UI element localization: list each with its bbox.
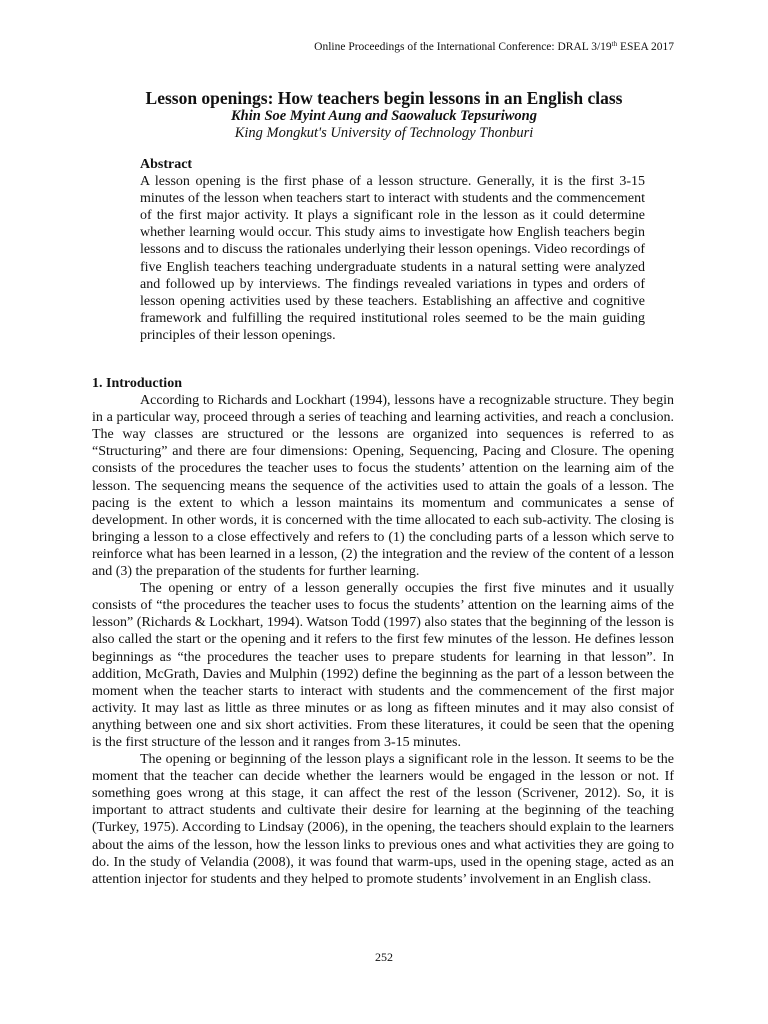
paper-affiliation: King Mongkut's University of Technology Thonburi xyxy=(234,125,534,141)
body-paragraph: According to Richards and Lockhart (1994), lessons have a recognizable structure. They begin in a particular way, proceed through a series of teaching and learning activities, and reach a conclusion. The way classes are structured or the lessons are organized into sequences is referred to as “Structuring” and there are four dimensions: Opening, Sequencing, Pacing and Closure. The opening consists of the procedures the teacher uses to focus the students’ attention on the learning aim of the lesson. The sequencing means the sequence of the activities used to attain the goals of a lesson. The pacing is the extent to which a lesson maintains its momentum and communicates a sense of development. In other words, it is concerned with the time allocated to each sub-activity. The closing is bringing a lesson to a close effectively and refers to (1) the concluding parts of a lesson which serve to reinforce what has been learned in a lesson, (2) the integration and the review of the content of a lesson and (3) the preparation of the students for further learning. xyxy=(92,393,674,580)
paper-authors: Khin Soe Myint Aung and Saowaluck Tepsuriwong xyxy=(231,108,537,124)
abstract-heading: Abstract xyxy=(140,157,193,172)
running-head xyxy=(314,40,674,54)
introduction-section xyxy=(92,375,674,888)
body-paragraph: The opening or beginning of the lesson plays a significant role in the lesson. It seems to be the moment that the teacher can decide whether the learners would be engaged in the lesson or not. If something goes wrong at this stage, it can affect the rest of the lesson (Scrivener, 2012). So, it is important to attract students and cultivate their desire for learning at the beginning of the teaching (Turkey, 1975). According to Lindsay (2006), in the opening, the teachers should explain to the learners about the aims of the lesson, how the lesson links to previous ones and what activities they are going to do. In the study of Velandia (2008), it was found that warm-ups, used in the opening stage, acted as an attention injector for students and they helped to promote students’ involvement in an English class. xyxy=(92,752,674,887)
body-paragraph: The opening or entry of a lesson generally occupies the first five minutes and it usually consists of “the procedures the teacher uses to focus the students’ attention on the learning aims of the lesson” (Richards & Lockhart, 1994). Watson Todd (1997) also states that the beginning of the lesson is also called the start or the opening and it refers to the first few minutes of the lesson. He defines lesson beginnings as “the procedures the teacher uses to prepare students for learning in that lesson”. In addition, McGrath, Davies and Mulphin (1992) define the beginning as the part of a lesson between the moment when the teacher starts to interact with students and the commencement of the first major activity. It may last as little as three minutes or as long as fifteen minutes and it may also consist of anything between one and six short activities. From these literatures, it could be seen that the opening is the first structure of the lesson and it ranges from 3-15 minutes. xyxy=(92,581,674,750)
running-head-superscript: th xyxy=(611,40,618,48)
paper-title: Lesson openings: How teachers begin lessons in an English class xyxy=(145,88,623,108)
running-head-suffix: ESEA 2017 xyxy=(617,41,674,53)
running-head-prefix: Online Proceedings of the International Conference: DRAL 3/19 xyxy=(314,41,612,53)
introduction-heading: 1. Introduction xyxy=(92,376,182,391)
abstract-text: A lesson opening is the first phase of a lesson structure. Generally, it is the first 3-15 minutes of the lesson when teachers start to interact with students and the commencement of the first major activity. It plays a significant role in the lesson as it could determine whether learning would occur. This study aims to investigate how English teachers begin lessons and to discuss the rationales underlying their lesson openings. Video recordings of five English teachers teaching undergraduate students in a natural setting were analyzed and followed up by interviews. The findings revealed variations in types and orders of lesson opening activities used by these teachers. Establishing an affective and cognitive framework and fulfilling the required institutional roles seemed to be the main guiding principles of their lesson openings. xyxy=(140,174,645,343)
abstract-section xyxy=(140,156,645,344)
page-number: 252 xyxy=(375,950,393,964)
